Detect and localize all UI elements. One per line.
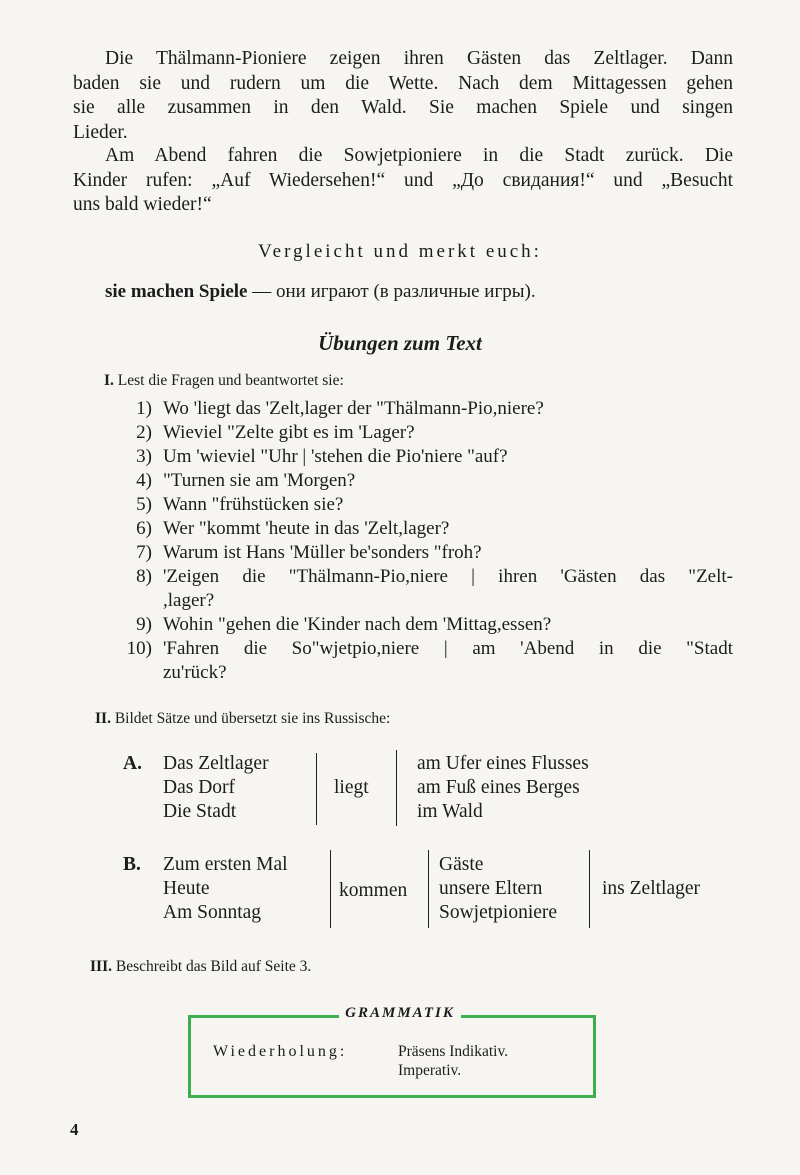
text-line: Lieder. xyxy=(73,121,128,143)
grammar-title-wrap xyxy=(0,1004,800,1022)
subject-option: Das Dorf xyxy=(163,777,236,798)
text-line: baden sie und rudern um die Wette. Nach dem Mittagessen gehen xyxy=(73,72,733,94)
text-line: uns bald wieder!“ xyxy=(73,194,212,215)
grammar-title: GRAMMATIK xyxy=(339,1005,461,1021)
exercise-label: I. xyxy=(104,372,114,389)
question-text: Um 'wieviel "Uhr | 'stehen die Pio'niere "auf? xyxy=(163,446,508,467)
subject-option: Sowjetpioniere xyxy=(439,902,558,923)
text-line: Die Thälmann-Pioniere zeigen ihren Gästen das Zeltlager. Dann xyxy=(105,48,733,69)
destination: ins Zeltlager xyxy=(602,878,701,899)
grammar-label: Wiederholung: xyxy=(213,1043,348,1060)
question-number: 6) xyxy=(136,518,152,539)
verb: liegt xyxy=(334,777,369,798)
grammar-item: Präsens Indikativ. xyxy=(398,1043,509,1060)
subject-option: unsere Eltern xyxy=(439,878,543,899)
question-number: 3) xyxy=(136,446,152,467)
question-text-continued: ,lager? xyxy=(163,590,215,611)
place-option: am Ufer eines Flusses xyxy=(417,753,589,774)
exercise-1-instruction xyxy=(104,372,344,390)
subject-option: Das Zeltlager xyxy=(163,753,269,774)
question-text: Wieviel "Zelte gibt es im 'Lager? xyxy=(163,422,415,443)
table-letter: B. xyxy=(123,854,141,875)
subject-option: Gäste xyxy=(439,854,484,875)
time-option: Am Sonntag xyxy=(163,902,262,923)
question-number: 9) xyxy=(136,614,152,635)
exercise-3-instruction xyxy=(90,958,311,976)
reading-paragraph-2 xyxy=(73,144,733,218)
subject-option: Die Stadt xyxy=(163,801,237,822)
divider xyxy=(316,753,317,825)
question-text: Wohin "gehen die 'Kinder nach dem 'Mittag,essen? xyxy=(163,614,552,635)
divider xyxy=(330,850,331,928)
exercises-title: Übungen zum Text xyxy=(318,331,482,355)
compare-german: sie machen Spiele xyxy=(105,281,248,302)
page-number: 4 xyxy=(70,1120,79,1139)
time-option: Heute xyxy=(163,878,210,899)
compare-heading: Vergleicht und merkt euch: xyxy=(258,241,542,262)
question-text: Wann "frühstücken sie? xyxy=(163,494,344,515)
question-number: 2) xyxy=(136,422,152,443)
question-text-continued: zu'rück? xyxy=(163,662,227,683)
question-number: 10) xyxy=(126,638,152,659)
exercise-label: III. xyxy=(90,958,112,975)
compare-example xyxy=(105,281,536,303)
exercise-label: II. xyxy=(95,710,111,727)
question-number: 7) xyxy=(136,542,152,563)
question-text: Warum ist Hans 'Müller be'sonders "froh? xyxy=(163,542,482,563)
text-line: Kinder rufen: „Auf Wiedersehen!“ und „До свидания!“ und „Besucht xyxy=(73,169,733,191)
question-number: 4) xyxy=(136,470,152,491)
text-line: Am Abend fahren die Sowjetpioniere in die Stadt zurück. Die xyxy=(105,145,733,166)
question-text: Wo 'liegt das 'Zelt,lager der "Thälmann-Pio,niere? xyxy=(163,398,544,419)
verb: kommen xyxy=(339,880,408,901)
question-number: 8) xyxy=(136,566,152,587)
divider xyxy=(396,750,397,826)
place-option: am Fuß eines Berges xyxy=(417,777,580,798)
exercise-2-instruction xyxy=(95,710,390,728)
question-number: 1) xyxy=(136,398,152,419)
question-number: 5) xyxy=(136,494,152,515)
grammar-item: Imperativ. xyxy=(398,1062,462,1079)
reading-paragraph-1 xyxy=(73,47,733,145)
place-option: im Wald xyxy=(417,801,483,822)
time-option: Zum ersten Mal xyxy=(163,854,288,875)
question-text: "Turnen sie am 'Morgen? xyxy=(163,470,356,491)
question-text: 'Fahren die So"wjetpio,niere | am 'Abend in die "Stadt xyxy=(163,638,733,659)
table-letter: A. xyxy=(123,753,142,774)
instruction-text: Beschreibt das Bild auf Seite 3. xyxy=(115,958,312,975)
compare-russian: они играют (в различные игры). xyxy=(276,281,536,302)
divider xyxy=(428,850,429,928)
text-line: sie alle zusammen in den Wald. Sie machen Spiele und singen xyxy=(73,97,733,118)
instruction-text: Bildet Sätze und übersetzt sie ins Russische: xyxy=(114,710,391,727)
divider xyxy=(589,850,590,928)
compare-dash: — xyxy=(247,281,276,302)
instruction-text: Lest die Fragen und beantwortet sie: xyxy=(117,372,344,389)
question-text: Wer "kommt 'heute in das 'Zelt,lager? xyxy=(163,518,450,539)
question-text: 'Zeigen die "Thälmann-Pio,niere | ihren 'Gästen das "Zelt- xyxy=(163,566,733,587)
